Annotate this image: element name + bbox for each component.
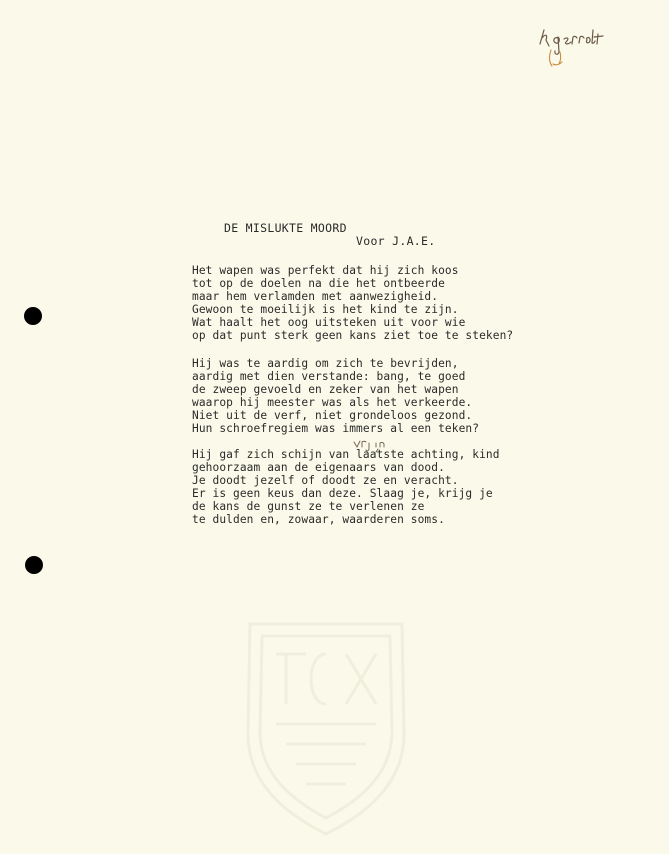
poem-line: de zweep gevoeld en zeker van het wapen xyxy=(192,383,459,396)
poem-line: aardig met dien verstande: bang, te goed xyxy=(192,370,466,383)
poem-line: Het wapen was perfekt dat hij zich koos xyxy=(192,264,459,277)
poem-line: maar hem verlamden met aanwezigheid. xyxy=(192,290,439,303)
poem-line: Hij gaf zich schijn van laatste achting, kind xyxy=(192,448,500,461)
embossed-stamp xyxy=(236,614,416,840)
poem-line: Wat haalt het oog uitsteken uit voor wie xyxy=(192,316,466,329)
stanza-1 xyxy=(192,264,513,342)
punch-hole-top xyxy=(24,307,42,325)
handwritten-note xyxy=(536,22,626,74)
poem-dedication: Voor J.A.E. xyxy=(356,234,436,248)
poem-line: de kans de gunst ze te verlenen ze xyxy=(192,500,425,513)
poem-title: DE MISLUKTE MOORD xyxy=(224,221,347,235)
poem-line: Je doodt jezelf of doodt ze en veracht. xyxy=(192,474,459,487)
poem-line: Niet uit de verf, niet grondeloos gezond. xyxy=(192,409,473,422)
stanza-3 xyxy=(192,448,500,526)
poem-line: Hij was te aardig om zich te bevrijden, xyxy=(192,357,459,370)
punch-hole-bottom xyxy=(25,556,43,574)
poem-line: op dat punt sterk geen kans ziet toe te steken? xyxy=(192,329,514,342)
poem-line: Er is geen keus dan deze. Slaag je, krijg je xyxy=(192,487,493,500)
poem-line: Hun schroefregiem was immers al een teken? xyxy=(192,422,480,435)
poem-line: waarop hij meester was als het verkeerde. xyxy=(192,396,473,409)
stanza-2 xyxy=(192,357,479,435)
poem-line: gehoorzaam aan de eigenaars van dood. xyxy=(192,461,445,474)
poem-line: tot op de doelen na die het ontbeerde xyxy=(192,277,445,290)
poem-line: Gewoon te moeilijk is het kind te zijn. xyxy=(192,303,459,316)
poem-line: te dulden en, zowaar, waarderen soms. xyxy=(192,513,445,526)
